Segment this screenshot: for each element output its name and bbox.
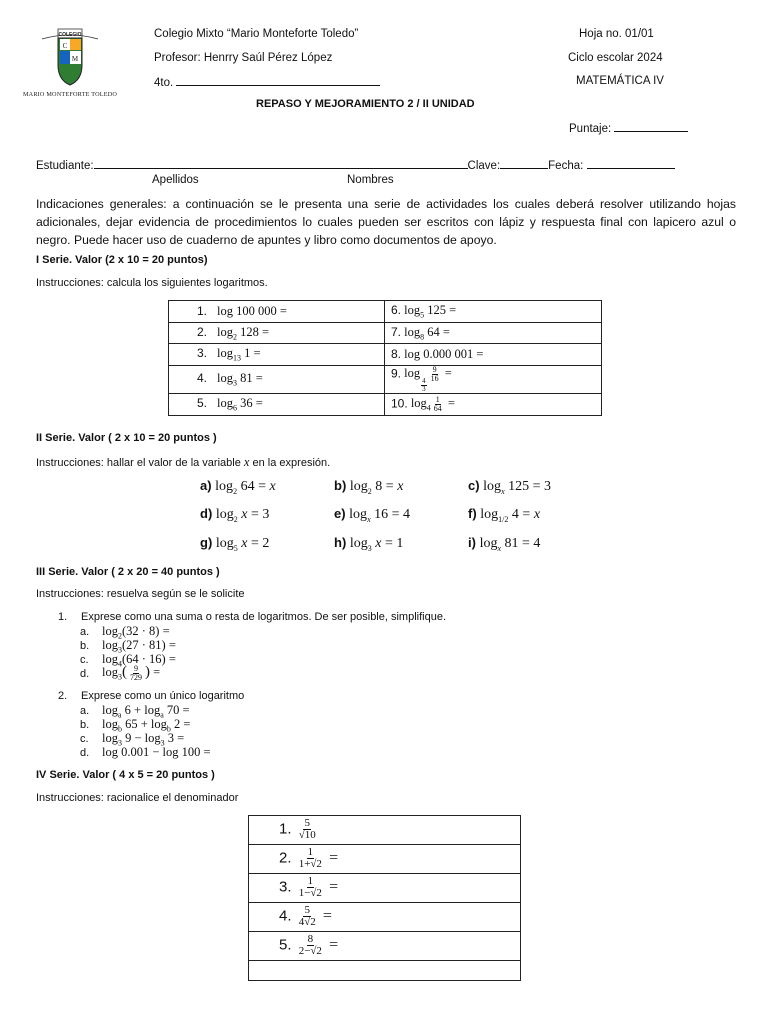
s3q1-item-label: a.: [80, 626, 90, 638]
s1-expr-8: log 0.000 001 =: [401, 346, 484, 361]
general-instructions: Indicaciones generales: a continuación se le presenta una serie de actividades los cuales deberá resolver utilizando hojas adicionales, dejar evidencia de procedimientos lo cuales pueden ser escritos con lápiz y respuesta final con lapicero azul o negro. Puede hacer uso de cuaderno de apuntes y libro como documentos de apoyo.: [36, 197, 736, 247]
s1-num-5: 5.: [197, 396, 208, 411]
school-logo: [22, 25, 118, 99]
student-blank[interactable]: [94, 158, 468, 169]
s3q2-item-label: d.: [80, 747, 90, 759]
score-blank[interactable]: [614, 121, 688, 132]
teacher-name: Profesor: Henrry Saúl Pérez López: [154, 52, 333, 64]
s1-expr-5: $\log_6 36$ =: [217, 396, 263, 413]
s1-expr-4: $\log_3 81$ =: [217, 371, 263, 388]
s3q1-item-label: d.: [80, 668, 90, 680]
table-row: [169, 394, 602, 416]
s3q2-item-label: b.: [80, 719, 90, 731]
s3q1-item-expr: $\log_2(32 \cdot 8)$ =: [102, 624, 170, 641]
s2-item-label: c): [468, 478, 484, 493]
svg-text:M: M: [71, 55, 79, 63]
s1-num-1: 1.: [197, 303, 208, 318]
nombres-label: Nombres: [347, 174, 394, 186]
svg-text:C: C: [62, 42, 68, 50]
s4-expr: 3. $\frac{1}{1-√2}$ =: [279, 875, 339, 899]
s3q1-item-expr: $\log_4(64 \cdot 16)$ =: [102, 652, 176, 669]
s2-item-expr: $\log_2 8 = x$: [349, 479, 404, 496]
serie2-instructions: Instrucciones: hallar el valor de la variable x en la expresión.: [36, 455, 331, 469]
score-field: [569, 121, 688, 135]
s2-item-expr: $\log_x 125 = 3$: [483, 479, 552, 496]
serie3-q2: Exprese como un único logaritmo: [81, 690, 245, 702]
s2-item-label: g): [200, 535, 216, 550]
score-label: Puntaje:: [569, 123, 612, 135]
s1-num-3: 3.: [197, 346, 208, 361]
s3q2-item-label: c.: [80, 733, 89, 745]
s1-expr-6: $\log_5 125$ =: [401, 303, 457, 320]
page-title: REPASO Y MEJORAMIENTO 2 / II UNIDAD: [256, 98, 475, 110]
serie4-box: [248, 815, 521, 981]
apellidos-label: Apellidos: [152, 174, 199, 186]
svg-text:COLEGIO: COLEGIO: [58, 32, 82, 38]
s2-item-label: i): [468, 535, 480, 550]
table-row: [169, 365, 602, 393]
s2-item-expr: $\log_x 16 = 4$: [349, 507, 411, 524]
s2-item-label: b): [334, 478, 350, 493]
s1-expr-9: log $\frac{4}{3}$ $\frac{9}{16}$ =: [401, 364, 452, 394]
s4-expr: 4. $\frac{5}{4√2}$ =: [279, 904, 332, 928]
s2-item: [334, 535, 403, 553]
s2-item-expr: $\log_3 x = 1$: [349, 536, 404, 553]
s2-item-expr: $\log_2 x = 3$: [215, 507, 270, 524]
s1-num-2: 2.: [197, 324, 208, 339]
s4-expr: 5. $\frac{8}{2-√2}$ =: [279, 933, 339, 957]
sheet-number: Hoja no. 01/01: [579, 28, 654, 40]
grade-blank[interactable]: [176, 75, 380, 86]
s1-num-10: 10.: [391, 396, 408, 411]
student-field: [36, 158, 675, 172]
s4-row: [249, 874, 520, 903]
s2-item-expr: $\log_5 x = 2$: [215, 536, 270, 553]
serie3-q1-number: 1.: [58, 611, 68, 623]
s4-row: [249, 903, 520, 932]
table-row: [169, 322, 602, 344]
s3q1-item-expr: $\log_3$( $\frac{9}{729}$ ) =: [102, 663, 161, 682]
serie4-title: IV Serie. Valor ( 4 x 5 = 20 puntos ): [36, 769, 215, 781]
s2-item: [468, 535, 540, 553]
s3q1-item-expr: $\log_3(27 \cdot 81)$ =: [102, 638, 176, 655]
s2-item-expr: $\log_2 64 = x$: [215, 479, 276, 496]
s1-expr-10: $\log_4$ $\frac{1}{64}$ =: [407, 394, 455, 413]
s2-item: [334, 506, 410, 524]
s4-expr: 1. $\frac{5}{√10}$: [279, 817, 316, 841]
student-label: Estudiante:: [36, 160, 94, 172]
s4-expr: 2. $\frac{1}{1+√2}$ =: [279, 846, 339, 870]
s2-item: [200, 535, 269, 553]
s4-row: [249, 932, 520, 961]
s1-num-8: 8.: [391, 346, 402, 361]
s4-row: [249, 845, 520, 874]
serie1-table: [168, 300, 602, 416]
fecha-label: Fecha:: [548, 160, 584, 172]
s1-num-9: 9.: [391, 366, 402, 381]
serie3-q2-number: 2.: [58, 690, 68, 702]
s2-item-label: f): [468, 506, 481, 521]
s3q1-item-label: c.: [80, 654, 89, 666]
s3q2-item-expr: $\log_3 9 - \log_3 3$ =: [102, 731, 185, 748]
serie3-instructions: Instrucciones: resuelva según se le solicite: [36, 588, 245, 600]
s3q2-item-expr: $\log_b 65 + \log_b 2$ =: [102, 717, 191, 734]
s2-item: [468, 506, 540, 524]
s1-expr-1: log 100 000 =: [217, 303, 287, 318]
s1-num-6: 6.: [391, 303, 402, 318]
s1-num-7: 7.: [391, 324, 402, 339]
s3q2-item-expr: log 0.001 − log 100 =: [102, 745, 211, 759]
s2-item-label: a): [200, 478, 216, 493]
serie3-q1: Exprese como una suma o resta de logaritmos. De ser posible, simplifique.: [81, 611, 447, 623]
s1-num-4: 4.: [197, 371, 208, 386]
s2-item-label: d): [200, 506, 216, 521]
table-row: [169, 344, 602, 366]
serie4-instructions: Instrucciones: racionalice el denominador: [36, 792, 239, 804]
school-name: Colegio Mixto “Mario Monteforte Toledo”: [154, 28, 359, 40]
s2-item-label: e): [334, 506, 350, 521]
clave-blank[interactable]: [500, 158, 548, 169]
s1-expr-7: $\log_8 64$ =: [401, 324, 450, 342]
s1-expr-2: $\log_2 128$ =: [217, 324, 270, 342]
s2-item-label: h): [334, 535, 350, 550]
table-row: [169, 301, 602, 323]
s3q2-item-expr: $\log_a 6 + \log_a 70$ =: [102, 703, 190, 720]
subject-name: MATEMÁTICA IV: [576, 75, 664, 87]
grade-field: [154, 75, 380, 89]
clave-label: Clave:: [467, 160, 501, 172]
s3q1-item-label: b.: [80, 640, 90, 652]
s1-expr-3: $\log_{13} 1$ =: [217, 346, 261, 363]
s2-item: [200, 506, 269, 524]
grade-label: 4to.: [154, 77, 174, 89]
s2-item-expr: $\log_{1/2} 4 = x$: [480, 507, 541, 524]
serie1-instructions: Instrucciones: calcula los siguientes logaritmos.: [36, 277, 268, 289]
serie3-title: III Serie. Valor ( 2 x 20 = 40 puntos ): [36, 566, 220, 578]
s2-item: [200, 478, 276, 496]
s4-row: [249, 816, 520, 845]
svg-text:MARIO MONTEFORTE TOLEDO: MARIO MONTEFORTE TOLEDO: [22, 91, 118, 98]
school-year: Ciclo escolar 2024: [568, 52, 663, 64]
s2-item: [468, 478, 551, 496]
fecha-blank[interactable]: [587, 158, 675, 169]
serie1-title: I Serie. Valor (2 x 10 = 20 puntos): [36, 254, 208, 266]
serie2-title: II Serie. Valor ( 2 x 10 = 20 puntos ): [36, 432, 217, 444]
s3q2-item-label: a.: [80, 705, 90, 717]
s2-item: [334, 478, 403, 496]
s2-item-expr: $\log_x 81 = 4$: [479, 536, 541, 553]
